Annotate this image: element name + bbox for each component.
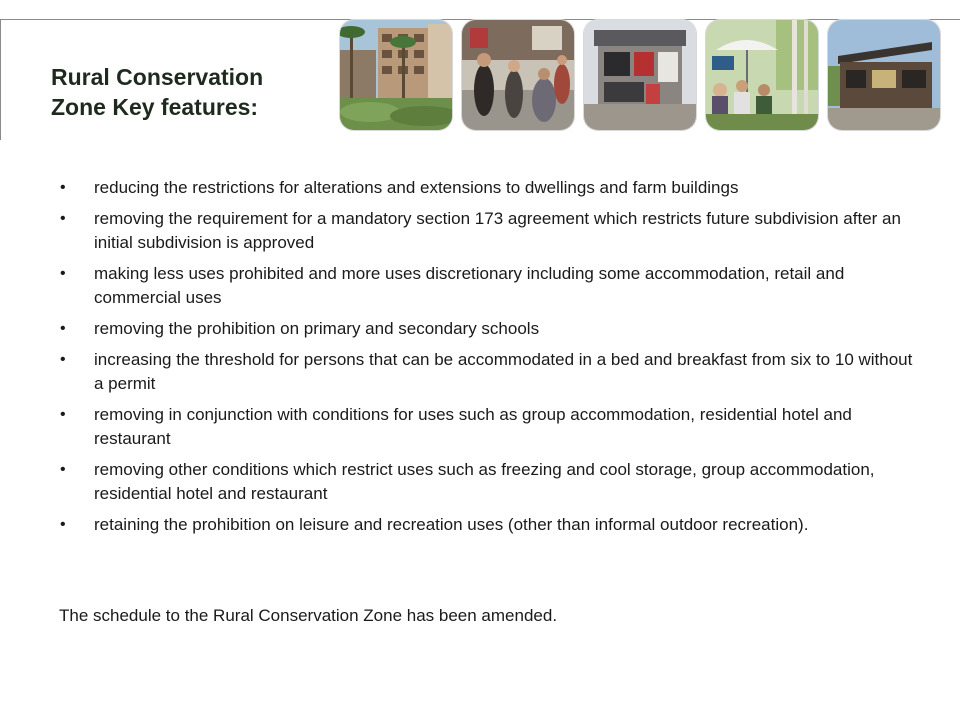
header-photo-strip [340,20,945,130]
list-item-text: reducing the restrictions for alterations and extensions to dwellings and farm buildings [94,178,739,197]
key-features-list [60,176,920,544]
list-item-text: increasing the threshold for persons that can be accommodated in a bed and breakfast from six to 10 without a permit [94,350,913,393]
list-item-text: removing the prohibition on primary and secondary schools [94,319,540,338]
list-item-text: retaining the prohibition on leisure and recreation uses (other than informal outdoor recreation). [94,515,809,534]
bullet-marker: • [60,461,66,478]
timber-house-photo [828,20,940,130]
list-item [60,403,920,451]
street-crowd-photo [462,20,574,130]
list-item [60,176,920,200]
bullet-marker: • [60,406,66,423]
header-frame-left-line [0,19,1,140]
outdoor-cafe-photo [706,20,818,130]
list-item-text: removing in conjunction with conditions for uses such as group accommodation, residential hotel and restaurant [94,405,852,448]
bullet-marker: • [60,265,66,282]
title-line-1: Rural Conservation [51,64,264,90]
bullet-marker: • [60,210,66,227]
list-item [60,207,920,255]
bullet-marker: • [60,320,66,337]
list-item [60,262,920,310]
bullet-marker: • [60,179,66,196]
bullet-marker: • [60,351,66,368]
list-item [60,458,920,506]
title-line-2: Zone Key features: [51,94,259,120]
schedule-amended-note: The schedule to the Rural Conservation Zone has been amended. [59,606,558,625]
list-item [60,317,920,341]
list-item-text: removing other conditions which restrict uses such as freezing and cool storage, group accommodation, residential hotel and restaurant [94,460,875,503]
list-item-text: removing the requirement for a mandatory section 173 agreement which restricts future subdivision after an initial subdivision is approved [94,209,901,252]
list-item-text: making less uses prohibited and more uses discretionary including some accommodation, retail and commercial uses [94,264,845,307]
list-item [60,348,920,396]
bullet-marker: • [60,516,66,533]
slide-title [51,62,341,122]
apartment-buildings-photo [340,20,452,130]
modern-house-photo [584,20,696,130]
list-item [60,513,920,537]
